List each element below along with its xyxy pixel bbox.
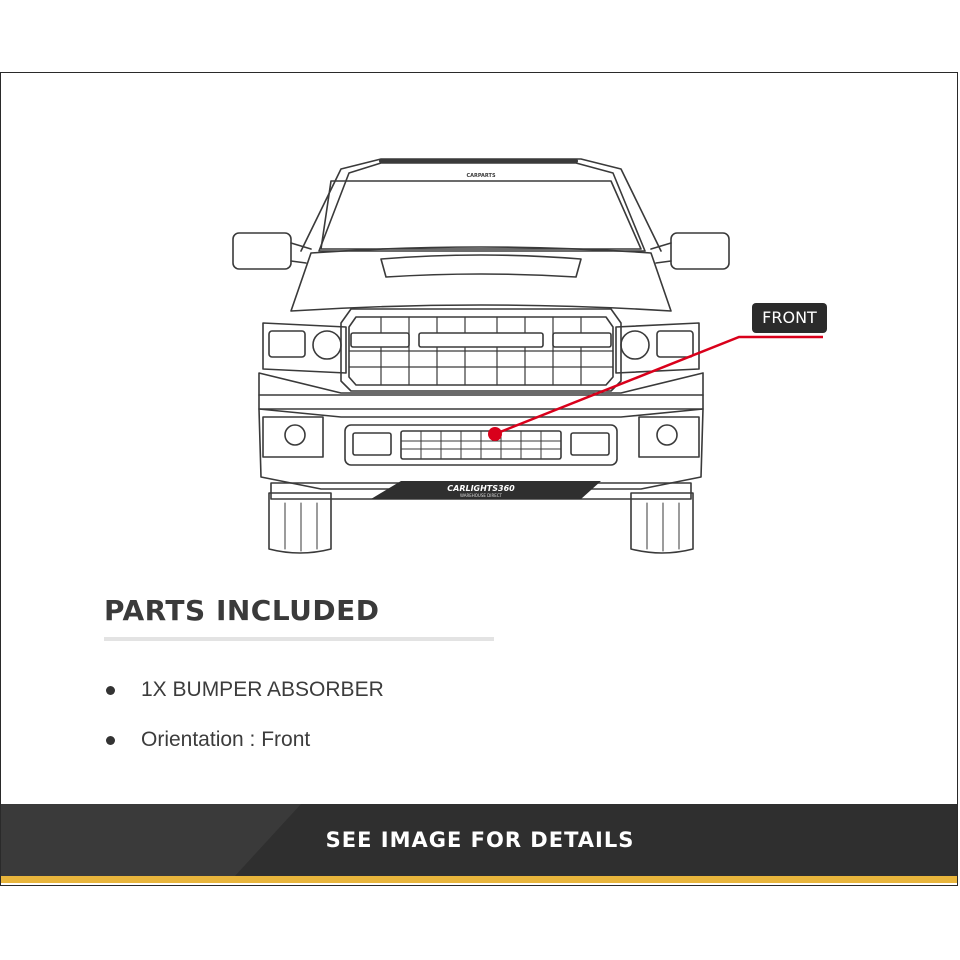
grille — [341, 309, 621, 391]
footer-banner — [1, 804, 958, 876]
bullet-icon — [106, 686, 115, 695]
brand-mark: CARLIGHTS360 — [447, 484, 515, 493]
brand-submark: WAREHOUSE DIRECT — [459, 493, 503, 498]
hood — [291, 247, 671, 311]
parts-included-title: PARTS INCLUDED — [104, 594, 380, 627]
truck-front-diagram — [1, 73, 958, 593]
product-card — [0, 72, 958, 886]
windshield-mark: CARPARTS — [466, 173, 496, 179]
parts-list — [106, 665, 384, 765]
left-fog-light — [263, 417, 323, 457]
footer-label: SEE IMAGE FOR DETAILS — [325, 828, 635, 852]
title-underline — [104, 637, 494, 641]
list-item-text: Orientation : Front — [141, 728, 311, 751]
left-mirror — [233, 233, 291, 269]
front-callout-label: FRONT — [752, 303, 827, 333]
right-mirror — [671, 233, 729, 269]
list-item — [106, 715, 384, 765]
right-fog-light — [639, 417, 699, 457]
list-item-text: 1X BUMPER ABSORBER — [141, 678, 384, 701]
left-tire — [269, 493, 331, 553]
bullet-icon — [106, 736, 115, 745]
footer-stripe — [1, 876, 958, 883]
list-item — [106, 665, 384, 715]
right-tire — [631, 493, 693, 553]
